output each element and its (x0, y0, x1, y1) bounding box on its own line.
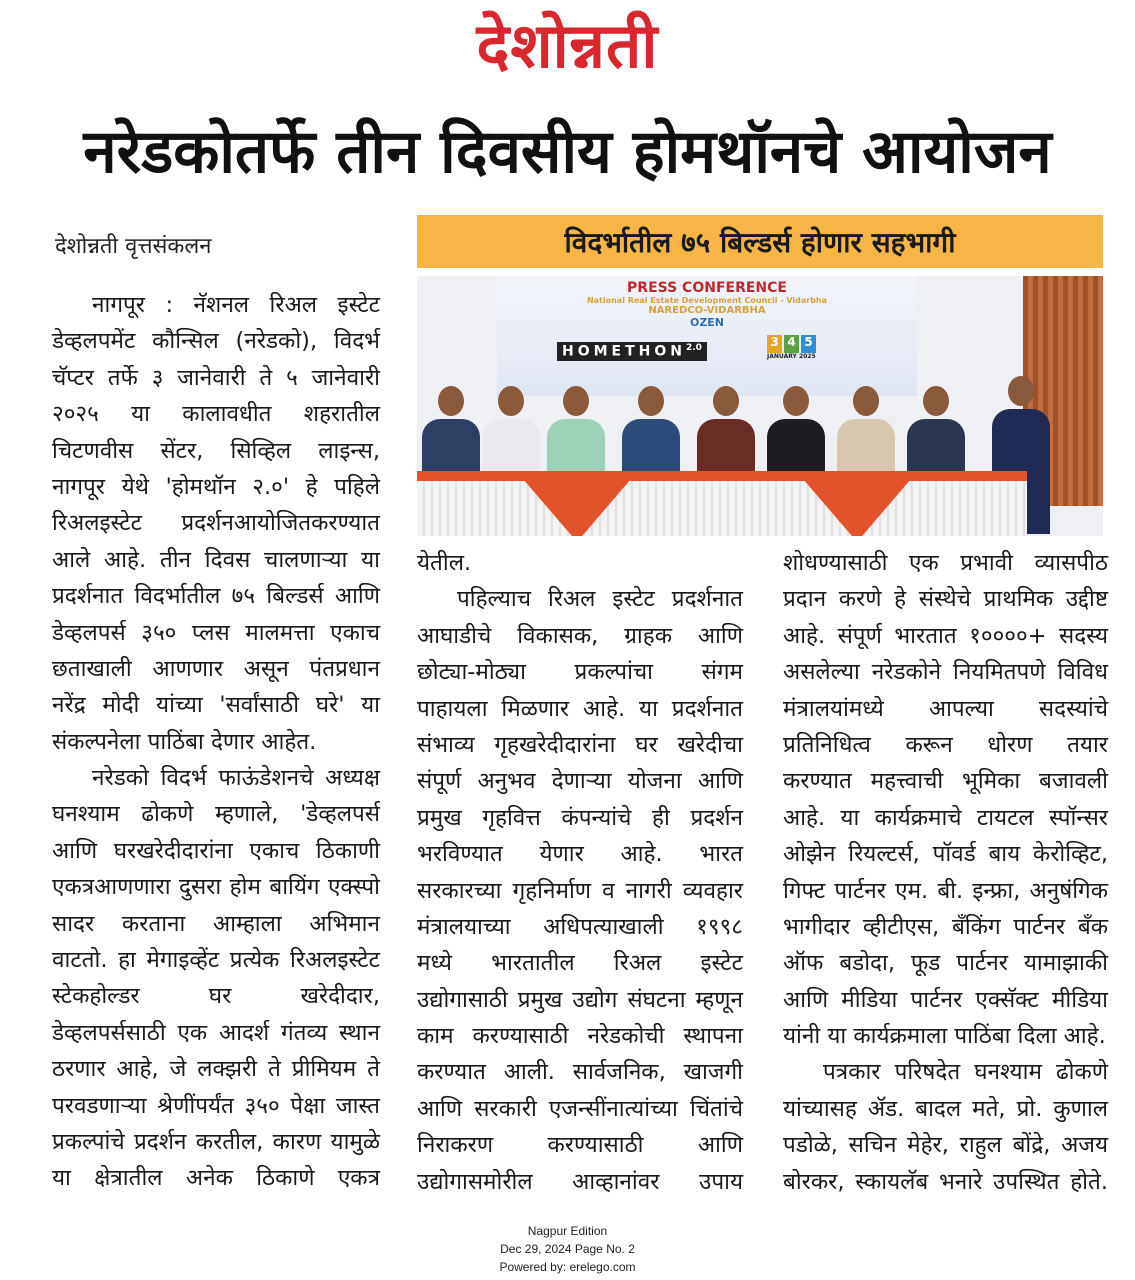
article-line: संपूर्ण अनुभव देणाऱ्या योजना आणि (417, 768, 743, 795)
article-line: आहे. या कार्यक्रमाचे टायटल स्पॉन्सर (783, 804, 1108, 831)
article-line: भरविण्यात येणार आहे. भारत (417, 841, 743, 868)
byline: देशोन्नती वृत्तसंकलन (55, 234, 212, 259)
article-line: मंत्रालयाच्या अधिपत्याखाली १९९८ (417, 913, 743, 940)
article-line: संभाव्य गृहखरेदीदारांना घर खरेदीचा (417, 731, 743, 758)
article-line: आहे. संपूर्ण भारतात १००००+ सदस्य (783, 622, 1108, 649)
page-footer (0, 1222, 1135, 1276)
newspaper-masthead: देशोन्नती (476, 9, 659, 82)
article-line: काम करण्यासाठी नरेडकोची स्थापना (417, 1023, 743, 1050)
article-line: मंत्रालयांमध्ये आपल्या सदस्यांचे (783, 695, 1108, 722)
event-version: 2.0 (686, 343, 702, 353)
article-line: सरकारच्या गृहनिर्माण व नागरी व्यवहार (417, 877, 743, 904)
article-column-1 (52, 287, 380, 1197)
article-line: पाहायला मिळणार आहे. या प्रदर्शनात (417, 695, 743, 722)
article-line: रिअलइस्टेट प्रदर्शनआयोजितकरण्यात (52, 510, 380, 537)
subheadline-banner: विदर्भातील ७५ बिल्डर्स होणार सहभागी (417, 215, 1103, 268)
article-line: आणि सरकारी एजन्सींनात्यांच्या चिंतांचे (417, 1095, 743, 1122)
article-line: छोट्या-मोठ्या प्रकल्पांचा संगम (417, 659, 743, 686)
article-line: चिटणवीस सेंटर, सिव्हिल लाइन्स, (52, 437, 380, 464)
article-line: उद्योगासाठी प्रमुख उद्योग संघटना म्हणून (417, 986, 743, 1013)
article-line: ठरणार आहे, जे लक्झरी ते प्रीमियम ते (52, 1056, 380, 1083)
article-column-2 (417, 545, 743, 1200)
date-page-label: Dec 29, 2024 Page No. 2 (500, 1242, 635, 1256)
edition-label: Nagpur Edition (527, 1224, 608, 1238)
article-line: सादर करताना आम्हाला अभिमान (52, 910, 380, 937)
article-line: करण्यात महत्त्वाची भूमिका बजावली (783, 768, 1108, 795)
article-line: मध्ये भारतातील रिअल इस्टेट (417, 950, 743, 977)
date-box: 4 (784, 335, 799, 353)
article-line: २०२५ या कालावधीत शहरातील (52, 401, 380, 428)
article-line: परवडणाऱ्या श्रेणींपर्यंत ३५० पेक्षा जास्त (52, 1092, 380, 1119)
event-month: JANUARY 2025 (767, 353, 816, 360)
article-column-3 (783, 545, 1108, 1200)
article-line: प्रमुख गृहवित्त कंपन्यांचे ही प्रदर्शन (417, 804, 743, 831)
date-box: 3 (767, 335, 782, 353)
date-box: 5 (801, 335, 816, 353)
article-line: आघाडीचे विकासक, ग्राहक आणि (417, 622, 743, 649)
table (417, 476, 1027, 536)
event-name: HOMETHON (562, 343, 686, 360)
article-line: घनश्याम ढोकणे म्हणाले, 'डेव्हलपर्स (52, 801, 380, 828)
article-line: येतील. (417, 550, 472, 576)
article-line: डेव्हलपर्ससाठी एक आदर्श गंतव्य स्थान (52, 1019, 380, 1046)
article-line: नरेंद्र मोदी यांच्या 'सर्वांसाठी घरे' या (52, 692, 380, 719)
article-line: डेव्हलपमेंट कौन्सिल (नरेडको), विदर्भ (52, 328, 380, 355)
article-line: ओझेन रियल्टर्स, पॉवर्ड बाय केरोव्हिट, (783, 841, 1108, 868)
article-line: बोरकर, स्कायलॅब भनारे उपस्थित होते. (783, 1168, 1108, 1195)
headline: नरेडकोतर्फे तीन दिवसीय होमथॉनचे आयोजन (83, 117, 1052, 187)
article-line: भागीदार व्हीटीएस, बँकिंग पार्टनर बँक (783, 913, 1108, 940)
article-line: नरेडको विदर्भ फाऊंडेशनचे अध्यक्ष (92, 765, 380, 792)
article-line: ऑफ बडोदा, फूड पार्टनर यामाझाकी (783, 950, 1108, 977)
article-line: या क्षेत्रातील अनेक ठिकाणे एकत्र (52, 1165, 380, 1192)
article-line: नागपूर येथे 'होमथॉन २.०' हे पहिले (52, 473, 380, 500)
article-line: गिफ्ट पार्टनर एम. बी. इन्फ्रा, अनुषंगिक (783, 877, 1108, 904)
article-line: प्रतिनिधित्व करून धोरण तयार (783, 731, 1108, 758)
article-line: प्रकल्पांचे प्रदर्शन करतील, कारण यामुळे (52, 1128, 380, 1155)
event-dates (767, 331, 818, 360)
article-line: आले आहे. तीन दिवस चालणाऱ्या या (52, 546, 380, 573)
article-line: चॅप्टर तर्फे ३ जानेवारी ते ५ जानेवारी (52, 364, 380, 391)
article-line: करण्यात आली. सार्वजनिक, खाजगी (417, 1059, 743, 1086)
hometon-logo (557, 342, 707, 361)
article-line: प्रदान करणे हे संस्थेचे प्राथमिक उद्दीष्ट (783, 586, 1108, 613)
article-line: नागपूर : नॅशनल रिअल इस्टेट (92, 292, 380, 318)
article-line: असलेल्या नरेडकोने नियमितपणे विविध (783, 659, 1108, 686)
article-line: आणि मीडिया पार्टनर एक्सॅक्ट मीडिया (783, 986, 1108, 1013)
event-backdrop (497, 276, 917, 396)
article-line: प्रदर्शनात विदर्भातील ७५ बिल्डर्स आणि (52, 583, 380, 610)
article-line: यांनी या कार्यक्रमाला पाठिंबा दिला आहे. (783, 1023, 1106, 1050)
article-line: निराकरण करण्यासाठी आणि (417, 1132, 743, 1159)
article-line: डेव्हलपर्स ३५० प्लस मालमत्ता एकाच (52, 619, 380, 646)
article-line: आणि घरखरेदीदारांना एकाच ठिकाणी (52, 837, 380, 864)
article-line: छताखाली आणणार असून पंतप्रधान (52, 655, 380, 682)
article-line: शोधण्यासाठी एक प्रभावी व्यासपीठ (783, 550, 1108, 576)
article-line: पहिल्याच रिअल इस्टेट प्रदर्शनात (457, 586, 743, 613)
article-line: पडोळे, सचिन मेहेर, राहुल बोंद्रे, अजय (783, 1132, 1108, 1159)
article-line: पत्रकार परिषदेत घनश्याम ढोकणे (823, 1059, 1108, 1086)
backdrop-subtitle: National Real Estate Development Council - Vidarbha (586, 296, 828, 305)
article-line: संकल्पनेला पाठिंबा देणार आहेत. (52, 728, 317, 755)
backdrop-org: NAREDCO-VIDARBHA (648, 305, 766, 316)
press-conference-photo (417, 276, 1103, 536)
backdrop-sponsor: OZEN (689, 316, 725, 329)
article-line: यांच्यासह ॲड. बादल मते, प्रो. कुणाल (783, 1095, 1108, 1122)
powered-by-label: Powered by: erelego.com (499, 1260, 636, 1274)
article-line: एकत्रआणणारा दुसरा होम बायिंग एक्स्पो (52, 874, 380, 901)
article-line: वाटतो. हा मेगाइव्हेंट प्रत्येक रिअलइस्टेट (52, 947, 380, 974)
backdrop-title: PRESS CONFERENCE (627, 280, 787, 296)
article-line: स्टेकहोल्डर घर खरेदीदार, (52, 983, 380, 1010)
article-line: उद्योगासमोरील आव्हानांवर उपाय (417, 1168, 743, 1195)
